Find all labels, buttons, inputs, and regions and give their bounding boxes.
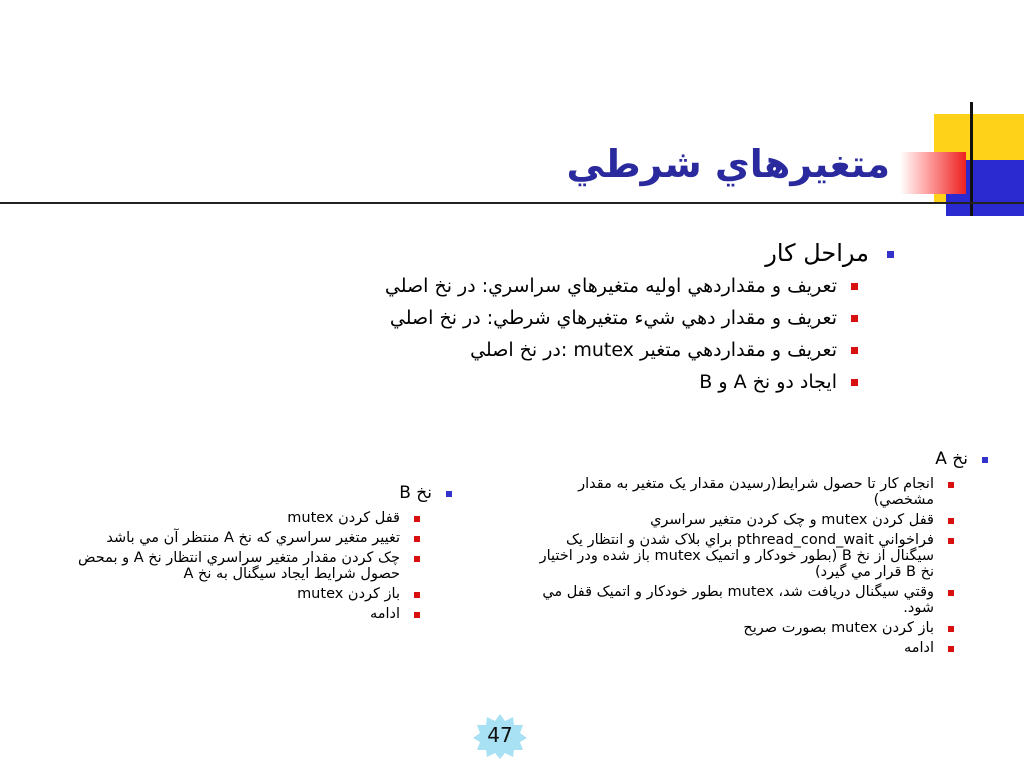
square-bullet-icon <box>948 538 954 544</box>
vertical-rule <box>970 102 973 216</box>
thread-a-list <box>500 476 988 656</box>
list-item: باز کردن mutex <box>22 586 452 602</box>
list-item: وقتي سيگنال دريافت شد، mutex بطور خودکار و اتميک قفل مي شود. <box>500 584 988 616</box>
main-heading-item <box>194 236 894 270</box>
square-bullet-icon <box>948 590 954 596</box>
list-item: فراخواني pthread_cond_wait براي بلاک شدن و انتظار يک سيگنال از نخ B (بطور خودکار و اتميک mutex باز شده ودر اختيار نخ B قرار مي گيرد) <box>500 532 988 580</box>
list-item: تعريف و مقداردهي متغير mutex :در نخ اصلي <box>194 334 894 366</box>
square-bullet-icon <box>851 379 858 386</box>
main-list <box>194 270 894 398</box>
square-bullet-icon <box>851 315 858 322</box>
slide-title: متغيرهاي شرطي <box>566 142 890 186</box>
square-bullet-icon <box>948 626 954 632</box>
square-bullet-icon <box>948 518 954 524</box>
square-bullet-icon <box>414 536 420 542</box>
list-item: ايجاد دو نخ A و B <box>194 366 894 398</box>
square-bullet-icon <box>948 646 954 652</box>
square-bullet-icon <box>414 556 420 562</box>
page-number-badge <box>472 712 528 760</box>
square-bullet-icon <box>851 283 858 290</box>
main-heading: مراحل کار <box>765 239 869 267</box>
square-bullet-icon <box>851 347 858 354</box>
thread-b-list <box>22 510 452 622</box>
title-divider <box>0 202 1024 204</box>
thread-a-heading: نخ A <box>935 449 968 469</box>
main-outline <box>194 236 894 398</box>
list-item: تعريف و مقدار دهي شيء متغيرهاي شرطي: در نخ اصلي <box>194 302 894 334</box>
list-item: قفل کردن mutex و چک کردن متغير سراسري <box>500 512 988 528</box>
list-item: تغيير متغير سراسري که نخ A منتظر آن مي باشد <box>22 530 452 546</box>
thread-a-heading-item <box>500 446 988 472</box>
list-item: چک کردن مقدار متغير سراسري انتظار نخ A و بمحض حصول شرايط ايجاد سيگنال به نخ A <box>22 550 452 582</box>
list-item: ادامه <box>22 606 452 622</box>
red-gradient-bar <box>900 152 966 194</box>
thread-b-section <box>22 480 452 622</box>
square-bullet-icon <box>414 516 420 522</box>
square-bullet-icon <box>982 457 988 463</box>
list-item: ادامه <box>500 640 988 656</box>
square-bullet-icon <box>414 592 420 598</box>
square-bullet-icon <box>414 612 420 618</box>
thread-b-heading-item <box>22 480 452 506</box>
list-item: تعريف و مقداردهي اوليه متغيرهاي سراسري: در نخ اصلي <box>194 270 894 302</box>
square-bullet-icon <box>446 491 452 497</box>
square-bullet-icon <box>887 251 894 258</box>
list-item: قفل کردن mutex <box>22 510 452 526</box>
page-number: 47 <box>487 723 513 747</box>
thread-a-section <box>500 446 988 656</box>
list-item: باز کردن mutex بصورت صريح <box>500 620 988 636</box>
thread-b-heading: نخ B <box>399 483 432 503</box>
list-item: انجام کار تا حصول شرايط(رسيدن مقدار يک متغير به مقدار مشخصي) <box>500 476 988 508</box>
square-bullet-icon <box>948 482 954 488</box>
